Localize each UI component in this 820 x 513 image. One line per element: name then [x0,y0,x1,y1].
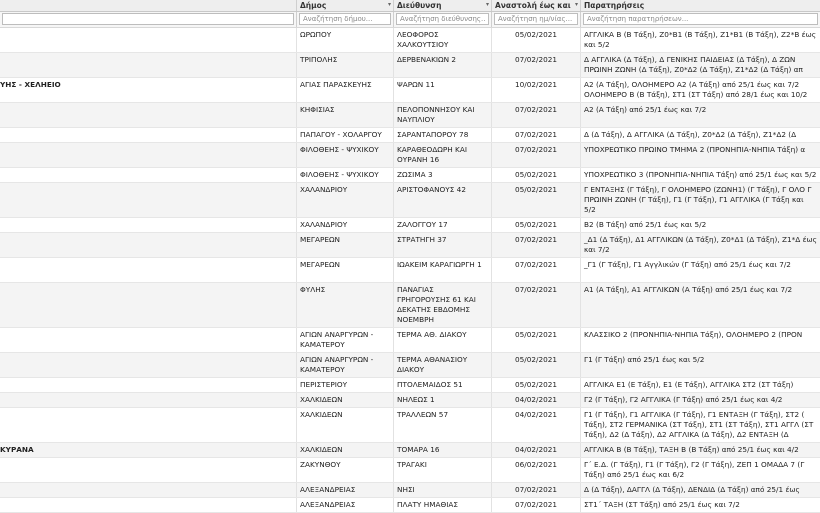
dimos-cell: ΠΑΠΑΓΟΥ - ΧΟΛΑΡΓΟΥ [297,128,394,142]
address-cell: ΝΗΣΙ [394,483,492,497]
column-menu-icon[interactable]: ▾ [574,1,578,8]
date-filter-input[interactable] [494,13,578,25]
suspension-date-cell: 05/02/2021 [492,28,581,52]
notes-cell: ΑΓΓΛΙΚΑ Ε1 (Ε Τάξη), Ε1 (Ε Τάξη), ΑΓΓΛΙΚΑ ΣΤ2 (ΣΤ Τάξη) [584,380,794,389]
suspension-date-cell: 10/02/2021 [492,78,581,102]
address-cell: ΠΕΛΟΠΟΝΝΗΣΟΥ ΚΑΙ ΝΑΥΠΛΙΟΥ [394,103,492,127]
school-name-cell [0,168,297,182]
table-row[interactable] [0,458,820,483]
dimos-cell: ΑΛΕΞΑΝΔΡΕΙΑΣ [297,498,394,512]
school-name-cell [0,128,297,142]
school-name-cell [0,53,297,77]
school-name-cell [0,393,297,407]
notes-cell: Α1 (Α Τάξη), Α1 ΑΓΓΛΙΚΩΝ (Α Τάξη) από 25/1 έως και 7/2 [584,285,793,294]
notes-cell: ΥΠΟΧΡΕΩΤΙΚΟ ΠΡΩΙΝΟ ΤΜΗΜΑ 2 (ΠΡΟΝΗΠΙΑ-ΝΗΠΙΑ Τάξη) α [584,145,806,154]
table-row[interactable] [0,353,820,378]
school-name-cell [0,218,297,232]
dimos-cell: ΑΛΕΞΑΝΔΡΕΙΑΣ [297,483,394,497]
header-notes[interactable] [581,0,820,11]
dimos-cell: ΚΗΦΙΣΙΑΣ [297,103,394,127]
address-cell: ΖΩΣΙΜΑ 3 [394,168,492,182]
dimos-cell: ΑΓΙΩΝ ΑΝΑΡΓΥΡΩΝ - ΚΑΜΑΤΕΡΟΥ [297,328,394,352]
address-cell: ΚΑΡΑΘΕΟΔΩΡΗ ΚΑΙ ΟΥΡΑΝΗ 16 [394,143,492,167]
suspension-date-cell: 07/02/2021 [492,283,581,327]
address-cell: ΤΡΑΓΑΚΙ [394,458,492,482]
suspension-date-cell: 07/02/2021 [492,53,581,77]
school-name-cell [0,408,297,442]
address-cell: ΔΕΡΒΕΝΑΚΙΩΝ 2 [394,53,492,77]
table-row[interactable] [0,378,820,393]
table-row[interactable] [0,183,820,218]
school-name-cell [0,283,297,327]
dimos-cell: ΖΑΚΥΝΘΟΥ [297,458,394,482]
address-cell: ΤΟΜΑΡΑ 16 [394,443,492,457]
column-menu-icon[interactable]: ▾ [387,1,391,8]
filter-cell-school [0,12,297,27]
address-cell: ΤΕΡΜΑ ΑΘ. ΔΙΑΚΟΥ [394,328,492,352]
address-cell: ΙΩΑΚΕΙΜ ΚΑΡΑΓΙΩΡΓΗ 1 [394,258,492,282]
suspension-date-cell: 07/02/2021 [492,143,581,167]
address-cell: ΠΛΑΤΥ ΗΜΑΘΙΑΣ [394,498,492,512]
suspension-date-cell: 07/02/2021 [492,233,581,257]
address-cell: ΠΤΟΛΕΜΑΙΔΟΣ 51 [394,378,492,392]
school-name-cell [0,28,297,52]
grid-body [0,28,820,513]
dimos-cell: ΦΥΛΗΣ [297,283,394,327]
school-name-cell [0,183,297,217]
suspension-date-cell: 06/02/2021 [492,458,581,482]
notes-cell: Δ (Δ Τάξη), Δ ΑΓΓΛΙΚΑ (Δ Τάξη), Ζ0*Δ2 (Δ Τάξη), Ζ1*Δ2 (Δ [584,130,797,139]
table-row[interactable] [0,233,820,258]
dimos-cell: ΦΙΛΟΘΕΗΣ - ΨΥΧΙΚΟΥ [297,143,394,167]
table-row[interactable] [0,498,820,513]
table-row[interactable] [0,328,820,353]
header-address-label: Διεύθυνση [397,1,442,10]
suspension-date-cell: 07/02/2021 [492,498,581,512]
suspension-date-cell: 04/02/2021 [492,408,581,442]
address-cell: ΠΑΝΑΓΙΑΣ ΓΡΗΓΟΡΟΥΣΗΣ 61 ΚΑΙ ΔΕΚΑΤΗΣ ΕΒΔΟΜΗΣ ΝΟΕΜΒΡΗ [394,283,492,327]
address-cell: ΨΑΡΩΝ 11 [394,78,492,102]
suspension-date-cell: 05/02/2021 [492,168,581,182]
address-cell: ΤΡΑΛΛΕΩΝ 57 [394,408,492,442]
table-row[interactable] [0,283,820,328]
suspension-date-cell: 05/02/2021 [492,183,581,217]
address-filter-input[interactable] [396,13,489,25]
suspension-date-cell: 04/02/2021 [492,393,581,407]
dimos-cell: ΠΕΡΙΣΤΕΡΙΟΥ [297,378,394,392]
table-row[interactable] [0,218,820,233]
address-cell: ΖΑΛΟΓΓΟΥ 17 [394,218,492,232]
dimos-cell: ΜΕΓΑΡΕΩΝ [297,258,394,282]
suspension-date-cell: 07/02/2021 [492,258,581,282]
table-row[interactable] [0,408,820,443]
header-address[interactable] [394,0,492,11]
header-dimos-label: Δήμος [300,1,327,10]
school-name-cell: ΚΥΡΑΝΑ [0,443,297,457]
filter-cell-address [394,12,492,27]
filter-row [0,12,820,28]
table-row[interactable] [0,443,820,458]
filter-cell-notes [581,12,820,27]
dimos-cell: ΑΓΙΩΝ ΑΝΑΡΓΥΡΩΝ - ΚΑΜΑΤΕΡΟΥ [297,353,394,377]
dimos-filter-input[interactable] [299,13,391,25]
address-cell: ΛΕΟΦΟΡΟΣ ΧΑΛΚΟΥΤΣΙΟΥ [394,28,492,52]
header-date-label: Αναστολή έως και [495,1,571,10]
school-name-cell [0,103,297,127]
school-name-cell [0,483,297,497]
header-school [0,0,297,11]
header-suspension-date[interactable] [492,0,581,11]
dimos-cell: ΑΓΙΑΣ ΠΑΡΑΣΚΕΥΗΣ [297,78,394,102]
dimos-cell: ΧΑΛΑΝΔΡΙΟΥ [297,218,394,232]
school-name-cell [0,458,297,482]
notes-cell: Γ΄ Ε.Δ. (Γ Τάξη), Γ1 (Γ Τάξη), Γ2 (Γ Τάξη), ΖΕΠ 1 ΟΜΑΔΑ 7 (Γ Τάξη) από 25/1 έως και 6/2 [584,460,805,479]
notes-cell: ΚΛΑΣΣΙΚΟ 2 (ΠΡΟΝΗΠΙΑ-ΝΗΠΙΑ Τάξη), ΟΛΟΗΜΕΡΟ 2 (ΠΡΟΝ [584,330,803,339]
address-cell: ΤΕΡΜΑ ΑΘΑΝΑΣΙΟΥ ΔΙΑΚΟΥ [394,353,492,377]
school-name-cell [0,233,297,257]
school-name-cell: ΥΗΣ - ΧΕΛΗΕΙΟ [0,78,297,102]
filter-cell-date [492,12,581,27]
table-row[interactable] [0,393,820,408]
notes-cell: ΑΓΓΛΙΚΑ Β (Β Τάξη), Ζ0*Β1 (Β Τάξη), Ζ1*Β1 (Β Τάξη), Ζ2*Β έως και 5/2 [584,30,817,49]
table-row[interactable] [0,128,820,143]
school-name-cell [0,258,297,282]
school-filter-input[interactable] [2,13,294,25]
table-row[interactable] [0,258,820,283]
address-cell: ΑΡΙΣΤΟΦΑΝΟΥΣ 42 [394,183,492,217]
dimos-cell: ΜΕΓΑΡΕΩΝ [297,233,394,257]
notes-cell: ΑΓΓΛΙΚΑ Β (Β Τάξη), ΤΑΞΗ Β (Β Τάξη) από 25/1 έως και 4/2 [584,445,799,454]
dimos-cell: ΤΡΙΠΟΛΗΣ [297,53,394,77]
dimos-cell: ΧΑΛΚΙΔΕΩΝ [297,393,394,407]
dimos-cell: ΧΑΛΑΝΔΡΙΟΥ [297,183,394,217]
table-row[interactable] [0,483,820,498]
notes-filter-input[interactable] [583,13,818,25]
notes-cell: _Δ1 (Δ Τάξη), Δ1 ΑΓΓΛΙΚΩΝ (Δ Τάξη), Ζ0*Δ1 (Δ Τάξη), Ζ1*Δ έως και 7/2 [584,235,817,254]
notes-cell: Γ ΕΝΤΑΞΗΣ (Γ Τάξη), Γ ΟΛΟΗΜΕΡΟ (ΖΩΝΗ1) (Γ Τάξη), Γ ΟΛΟ Γ ΠΡΩΙΝΗ ΖΩΝΗ (Γ Τάξη), Γ1 (Γ Τάξη), Γ1 ΑΓΓΛΙΚΑ (Γ Τάξη και 5/2 [584,185,812,214]
school-name-cell [0,353,297,377]
suspension-date-cell: 05/02/2021 [492,218,581,232]
address-cell: ΣΤΡΑΤΗΓΗ 37 [394,233,492,257]
school-name-cell [0,378,297,392]
suspension-date-cell: 07/02/2021 [492,128,581,142]
table-row[interactable] [0,103,820,128]
notes-cell: Δ (Δ Τάξη), ΔΑΓΓΛ (Δ Τάξη), ΔΕΝΔΙΔ (Δ Τάξη) από 25/1 έως [584,485,800,494]
header-notes-label: Παρατηρήσεις [584,1,645,10]
suspension-date-cell: 05/02/2021 [492,328,581,352]
column-menu-icon[interactable]: ▾ [485,1,489,8]
notes-cell: _Γ1 (Γ Τάξη), Γ1 Αγγλικών (Γ Τάξη) από 25/1 έως και 7/2 [584,260,791,269]
notes-cell: Α2 (Α Τάξη) από 25/1 έως και 7/2 [584,105,707,114]
table-row[interactable] [0,168,820,183]
notes-cell: ΣΤ1΄ ΤΑΞΗ (ΣΤ Τάξη) από 25/1 έως και 7/2 [584,500,740,509]
notes-cell: Γ2 (Γ Τάξη), Γ2 ΑΓΓΛΙΚΑ (Γ Τάξη) από 25/1 έως και 4/2 [584,395,783,404]
notes-cell: Α2 (Α Τάξη), ΟΛΟΗΜΕΡΟ Α2 (Α Τάξη) από 25/1 έως και 7/2 ΟΛΟΗΜΕΡΟ Β (Β Τάξη), ΣΤ1 (ΣΤ Τάξη) από 28/1 έως και 10/2 [584,80,808,99]
dimos-cell: ΦΙΛΟΘΕΗΣ - ΨΥΧΙΚΟΥ [297,168,394,182]
table-row[interactable] [0,28,820,53]
school-name-cell [0,143,297,167]
address-cell: ΝΗΛΕΩΣ 1 [394,393,492,407]
suspension-date-cell: 05/02/2021 [492,378,581,392]
notes-cell: ΥΠΟΧΡΕΩΤΙΚΟ 3 (ΠΡΟΝΗΠΙΑ-ΝΗΠΙΑ Τάξη) από 25/1 έως και 5/2 [584,170,817,179]
header-dimos[interactable] [297,0,394,11]
school-name-cell [0,328,297,352]
notes-cell: Δ ΑΓΓΛΙΚΑ (Δ Τάξη), Δ ΓΕΝΙΚΗΣ ΠΑΙΔΕΙΑΣ (Δ Τάξη), Δ ΖΩΝ ΠΡΩΙΝΗ ΖΩΝΗ (Δ Τάξη), Ζ0*Δ2 (Δ Τάξη), Ζ1*Δ2 (Δ Τάξη) απ [584,55,803,74]
filter-cell-dimos [297,12,394,27]
address-cell: ΣΑΡΑΝΤΑΠΟΡΟΥ 78 [394,128,492,142]
table-row[interactable] [0,143,820,168]
dimos-cell: ΧΑΛΚΙΔΕΩΝ [297,408,394,442]
suspension-date-cell: 07/02/2021 [492,103,581,127]
dimos-cell: ΩΡΩΠΟΥ [297,28,394,52]
header-row [0,0,820,12]
table-row[interactable] [0,78,820,103]
notes-cell: Γ1 (Γ Τάξη), Γ1 ΑΓΓΛΙΚΑ (Γ Τάξη), Γ1 ΕΝΤΑΞΗ (Γ Τάξη), ΣΤ2 ( Τάξη), ΣΤ2 ΓΕΡΜΑΝΙΚΑ (ΣΤ Τάξη), ΣΤ1 (ΣΤ Τάξη), ΣΤ1 ΑΓΓΛ (ΣΤ Τάξη), Δ2 (Δ Τάξη), Δ2 ΑΓΓΛΙΚΑ (Δ Τάξη), Δ2 ΕΝΤΑΞΗ (Δ [584,410,814,439]
suspension-date-cell: 05/02/2021 [492,353,581,377]
notes-cell: Β2 (Β Τάξη) από 25/1 έως και 5/2 [584,220,707,229]
suspension-date-cell: 04/02/2021 [492,443,581,457]
notes-cell: Γ1 (Γ Τάξη) από 25/1 έως και 5/2 [584,355,705,364]
table-row[interactable] [0,53,820,78]
dimos-cell: ΧΑΛΚΙΔΕΩΝ [297,443,394,457]
school-name-cell [0,498,297,512]
suspension-date-cell: 07/02/2021 [492,483,581,497]
